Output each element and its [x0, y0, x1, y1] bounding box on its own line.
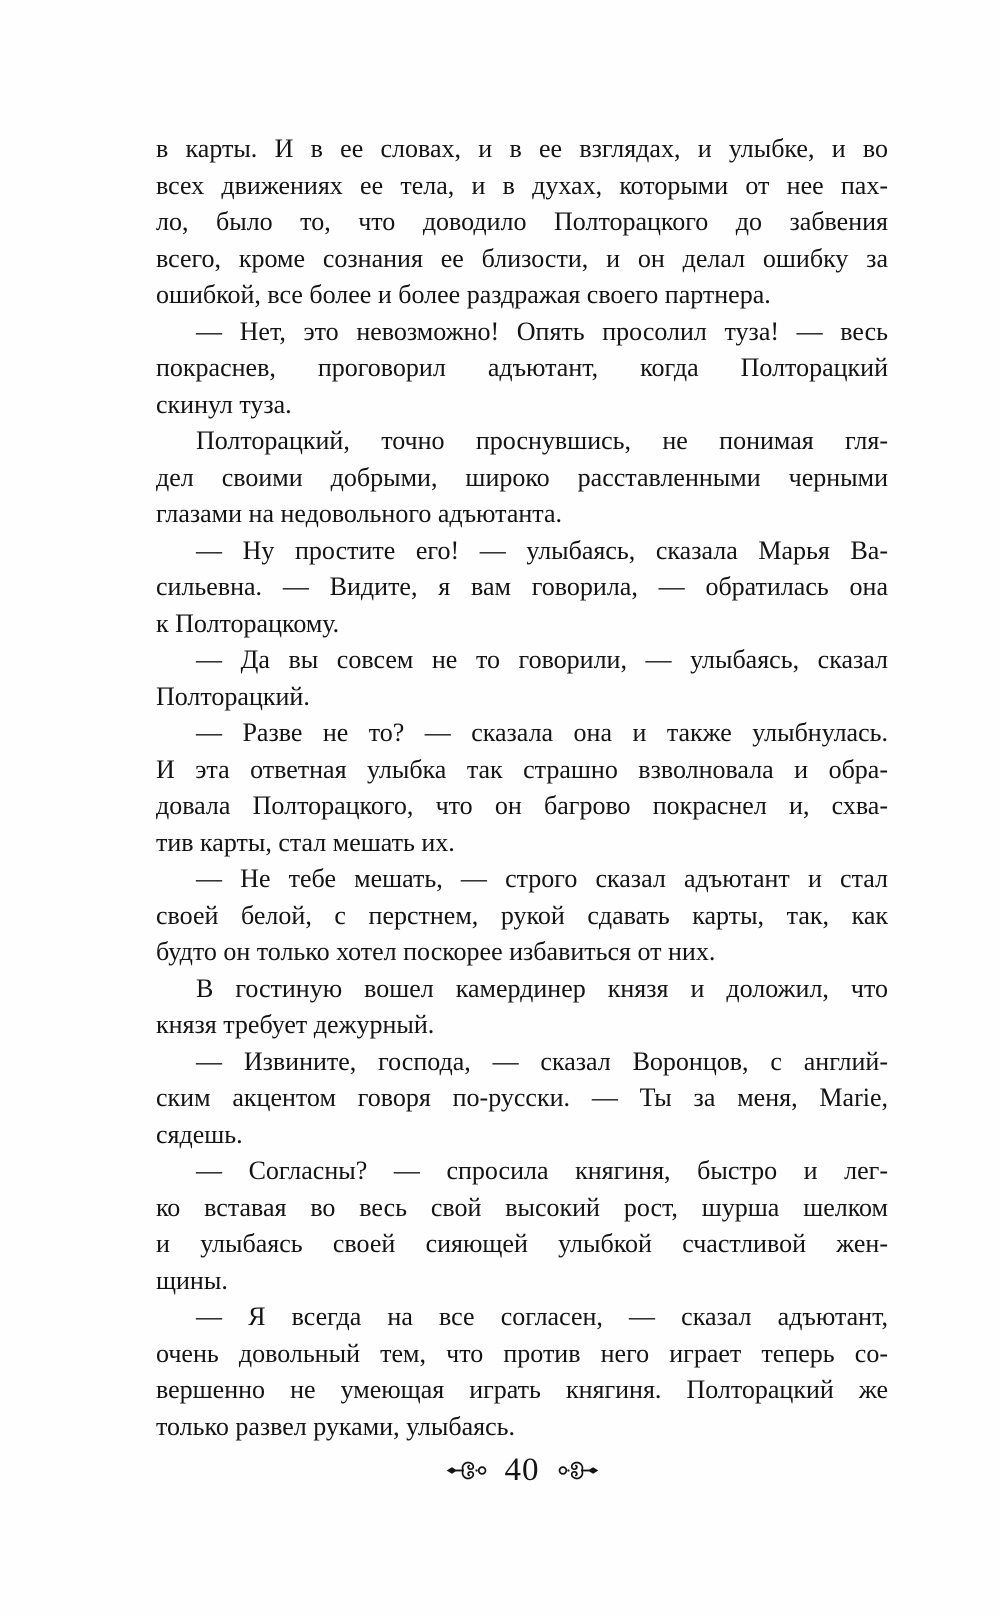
text-line: Полторацкий, точно проснувшись, не понимая гля- — [196, 426, 888, 455]
paragraph — [156, 861, 888, 971]
text-line: будто он только хотел поскорее избавиться от них. — [156, 937, 716, 966]
text-line: всего, кроме сознания ее близости, и он делал ошибку за — [156, 243, 888, 273]
page-number: 40 — [504, 1452, 540, 1488]
paragraph — [156, 715, 888, 861]
text-line: В гостиную вошел камердинер князя и доложил, что — [196, 973, 888, 1003]
fleuron-right-icon — [557, 1459, 599, 1482]
text-line: глазами на недовольного адъютанта. — [156, 499, 562, 528]
text-line: тив карты, стал мешать их. — [156, 827, 455, 857]
text-line: — Извините, господа, — сказал Воронцов, с англий- — [196, 1046, 888, 1076]
text-line: — Да вы совсем не то говорили, — улыбаясь, сказал — [196, 645, 888, 674]
paragraph — [156, 1299, 888, 1445]
text-line: ским акцентом говоря по-русски. — Ты за меня, Marie, — [156, 1083, 888, 1112]
paragraph — [156, 971, 888, 1044]
text-line: ошибкой, все более и более раздражая своего партнера. — [156, 280, 771, 309]
paragraph — [156, 131, 888, 314]
text-line: щины. — [156, 1265, 228, 1295]
text-line: — Согласны? — спросила княгиня, быстро и лег- — [196, 1156, 888, 1185]
paragraph — [156, 642, 888, 715]
text-line: — Не тебе мешать, — строго сказал адъютант и стал — [196, 864, 888, 893]
text-line: сядешь. — [156, 1119, 243, 1149]
text-line: и улыбаясь своей сияющей улыбкой счастливой жен- — [156, 1229, 888, 1258]
text-line: своей белой, с перстнем, рукой сдавать карты, так, как — [156, 900, 888, 930]
page-text — [156, 131, 888, 1445]
text-line: очень довольный тем, что против него играет теперь со- — [156, 1338, 888, 1368]
text-line: дел своими добрыми, широко расставленными черными — [156, 462, 888, 492]
text-line: — Я всегда на все согласен, — сказал адъютант, — [196, 1302, 888, 1331]
text-line: — Разве не то? — сказала она и также улыбнулась. — [196, 718, 888, 747]
paragraph — [156, 314, 888, 424]
text-line: покраснев, проговорил адъютант, когда Полторацкий — [156, 353, 888, 382]
text-line: к Полторацкому. — [156, 608, 340, 638]
paragraph — [156, 423, 888, 533]
text-line: — Ну простите его! — улыбаясь, сказала Марья Ва- — [196, 535, 888, 565]
paragraph — [156, 1153, 888, 1299]
text-line: Полторацкий. — [156, 681, 310, 711]
text-line: ко вставая во весь свой высокий рост, шурша шелком — [156, 1192, 888, 1222]
text-line: сильевна. — Видите, я вам говорила, — обратилась она — [156, 572, 888, 601]
text-line: князя требует дежурный. — [156, 1010, 435, 1039]
text-line: — Нет, это невозможно! Опять просолил туза! — весь — [196, 316, 888, 346]
text-line: скинул туза. — [156, 389, 292, 419]
paragraph — [156, 533, 888, 643]
text-line: И эта ответная улыбка так страшно взволновала и обра- — [156, 754, 888, 784]
text-line: всех движениях ее тела, и в духах, которыми от нее пах- — [156, 170, 888, 200]
fleuron-left-icon — [446, 1459, 488, 1482]
paragraph — [156, 1044, 888, 1154]
text-line: только развел руками, улыбаясь. — [156, 1411, 515, 1441]
text-line: в карты. И в ее словах, и в ее взглядах, и улыбке, и во — [156, 134, 888, 163]
text-line: ло, было то, что доводило Полторацкого до забвения — [156, 207, 888, 236]
text-line: довала Полторацкого, что он багрово покраснел и, схва- — [156, 791, 888, 820]
text-line: вершенно не умеющая играть княгиня. Полторацкий же — [156, 1375, 888, 1404]
page-footer — [156, 1454, 888, 1487]
